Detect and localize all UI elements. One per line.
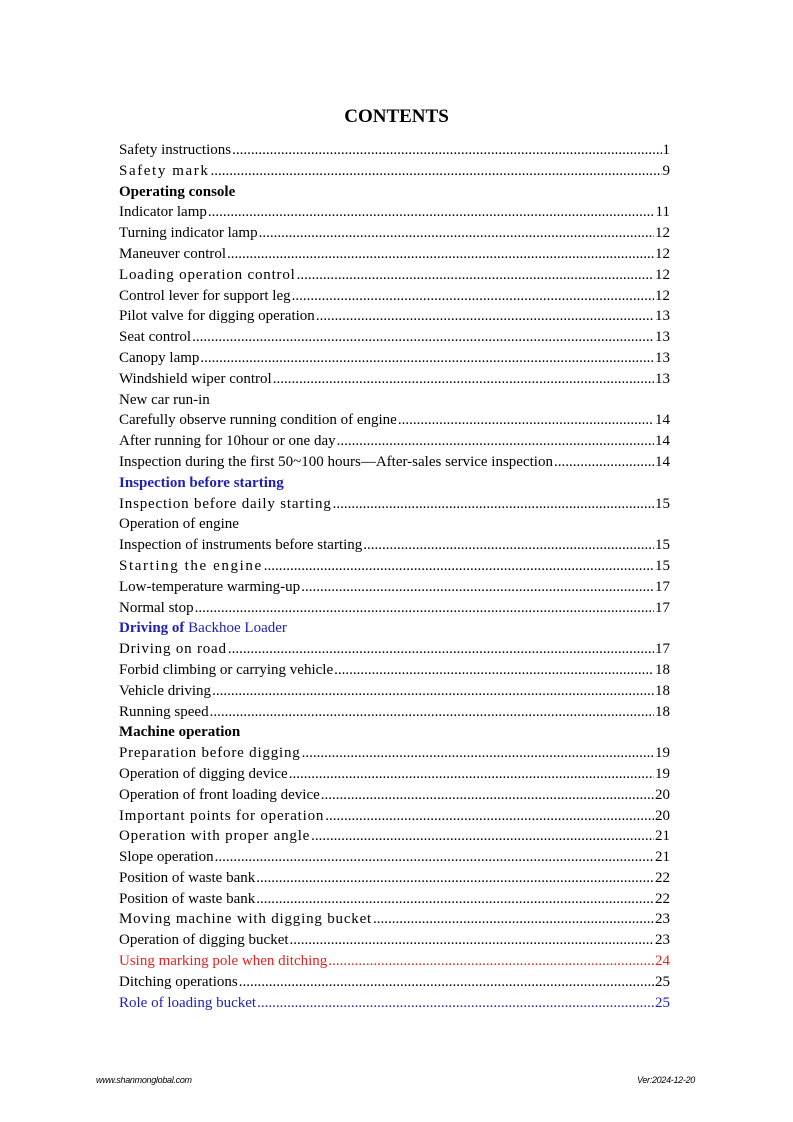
toc-entry[interactable]: [119, 452, 670, 473]
toc-entry-title: Turning indicator lamp: [119, 225, 258, 242]
toc-page-number: 1: [662, 142, 670, 158]
toc-dot-leader: [333, 494, 654, 515]
toc-entry-title: Safety mark: [119, 162, 210, 179]
toc-dot-leader: [211, 161, 662, 182]
table-of-contents: [119, 140, 670, 1013]
toc-entry-title: Operation of front loading device: [119, 786, 320, 803]
toc-entry[interactable]: [119, 473, 670, 494]
page-title: CONTENTS: [344, 106, 449, 127]
toc-page-number: 25: [655, 994, 670, 1011]
toc-dot-leader: [302, 743, 654, 764]
toc-entry-title: After running for 10hour or one day: [119, 433, 336, 450]
toc-entry[interactable]: [119, 889, 670, 910]
toc-entry[interactable]: [119, 909, 670, 930]
toc-entry[interactable]: [119, 660, 670, 681]
toc-page-number: 17: [655, 641, 670, 658]
toc-dot-leader: [232, 140, 661, 161]
toc-entry[interactable]: [119, 847, 670, 868]
toc-dot-leader: [301, 577, 654, 598]
toc-entry[interactable]: [119, 764, 670, 785]
toc-entry[interactable]: [119, 993, 670, 1014]
toc-page-number: 13: [655, 308, 670, 325]
footer-website: www.shanmonglobal.com: [96, 1075, 192, 1085]
toc-page-number: 14: [655, 433, 670, 450]
toc-entry-title: Inspection before starting: [119, 474, 284, 491]
toc-entry-title: Operation with proper angle: [119, 828, 311, 845]
toc-page-number: 17: [655, 578, 670, 595]
toc-page-number: 12: [655, 245, 670, 262]
toc-entry[interactable]: [119, 161, 670, 182]
toc-dot-leader: [208, 202, 655, 223]
toc-entry-title: Safety instructions: [119, 142, 232, 158]
toc-page-number: 20: [655, 807, 670, 824]
toc-entry[interactable]: [119, 681, 670, 702]
toc-entry[interactable]: [119, 265, 670, 286]
toc-dot-leader: [239, 972, 654, 993]
toc-entry-title: Windshield wiper control: [119, 370, 272, 387]
toc-entry[interactable]: [119, 639, 670, 660]
toc-entry-title: Low-temperature warming-up: [119, 578, 301, 595]
toc-entry[interactable]: [119, 306, 670, 327]
toc-dot-leader: [337, 431, 654, 452]
toc-page-number: 19: [655, 745, 670, 762]
toc-page-number: 23: [655, 911, 670, 928]
toc-entry[interactable]: [119, 535, 670, 556]
toc-entry-title: Slope operation: [119, 849, 214, 866]
toc-entry-title-bold: Driving of: [119, 620, 189, 637]
toc-entry[interactable]: [119, 785, 670, 806]
toc-entry-title: Operation of digging device: [119, 765, 288, 782]
toc-dot-leader: [328, 951, 654, 972]
toc-entry-title: Using marking pole when ditching: [119, 953, 328, 970]
toc-dot-leader: [311, 826, 654, 847]
toc-entry[interactable]: [119, 369, 670, 390]
toc-entry-title: Moving machine with digging bucket: [119, 911, 372, 928]
toc-page-number: 13: [655, 370, 670, 387]
toc-dot-leader: [264, 556, 654, 577]
toc-page-number: 20: [655, 786, 670, 803]
toc-entry-title: Ditching operations: [119, 973, 238, 990]
toc-entry[interactable]: [119, 951, 670, 972]
toc-dot-leader: [228, 639, 654, 660]
toc-entry-title: Maneuver control: [119, 245, 227, 262]
toc-entry-title: Role of loading bucket: [119, 994, 257, 1011]
toc-page-number: 12: [655, 266, 670, 283]
toc-page-number: 24: [655, 953, 670, 970]
toc-dot-leader: [292, 286, 654, 307]
toc-dot-leader: [321, 785, 654, 806]
toc-page-number: 9: [662, 162, 670, 179]
toc-entry-title: Carefully observe running condition of engine: [119, 412, 397, 429]
toc-dot-leader: [373, 909, 654, 930]
toc-page-number: 11: [655, 204, 670, 221]
toc-entry-title: Inspection before daily starting: [119, 495, 332, 512]
toc-dot-leader: [363, 535, 654, 556]
toc-dot-leader: [212, 681, 654, 702]
toc-dot-leader: [290, 930, 654, 951]
toc-entry-title: Running speed: [119, 703, 209, 720]
toc-page-number: 23: [655, 932, 670, 949]
toc-dot-leader: [297, 265, 654, 286]
toc-dot-leader: [259, 223, 654, 244]
toc-entry-title: Operation of digging bucket: [119, 932, 289, 949]
toc-page-number: 18: [655, 682, 670, 699]
toc-entry[interactable]: [119, 514, 670, 535]
toc-entry-title: Machine operation: [119, 724, 241, 741]
toc-page-number: 17: [655, 599, 670, 616]
toc-entry-title: Seat control: [119, 329, 192, 346]
toc-dot-leader: [210, 702, 654, 723]
toc-entry-title-normal: Backhoe Loader: [188, 620, 287, 637]
toc-entry[interactable]: [119, 327, 670, 348]
toc-entry[interactable]: [119, 806, 670, 827]
toc-entry-title: Starting the engine: [119, 557, 263, 574]
toc-entry-title: New car run-in: [119, 391, 210, 408]
toc-page-number: 18: [655, 661, 670, 678]
toc-entry-title: Forbid climbing or carrying vehicle: [119, 661, 334, 678]
toc-entry[interactable]: [119, 182, 670, 203]
toc-entry[interactable]: [119, 930, 670, 951]
toc-entry-title: Pilot valve for digging operation: [119, 308, 315, 325]
toc-entry[interactable]: [119, 826, 670, 847]
toc-entry-title: Position of waste bank: [119, 869, 256, 886]
toc-entry-title: Canopy lamp: [119, 349, 200, 366]
toc-dot-leader: [256, 868, 654, 889]
toc-page-number: 14: [655, 453, 670, 470]
toc-entry[interactable]: [119, 431, 670, 452]
toc-page-number: 15: [655, 557, 670, 574]
toc-entry[interactable]: [119, 494, 670, 515]
toc-entry[interactable]: [119, 140, 670, 161]
toc-page-number: 25: [655, 973, 670, 990]
toc-page-number: 14: [655, 412, 670, 429]
toc-page-number: 12: [655, 287, 670, 304]
toc-entry[interactable]: [119, 556, 670, 577]
toc-page-number: 12: [655, 225, 670, 242]
toc-dot-leader: [273, 369, 654, 390]
toc-entry-title: Normal stop: [119, 599, 194, 616]
toc-page-number: 13: [655, 349, 670, 366]
toc-entry-title: Indicator lamp: [119, 204, 207, 221]
toc-dot-leader: [227, 244, 654, 265]
toc-page-number: 18: [655, 703, 670, 720]
toc-entry[interactable]: [119, 223, 670, 244]
toc-entry-title: Inspection of instruments before starting: [119, 537, 363, 554]
toc-entry[interactable]: [119, 743, 670, 764]
toc-entry-title: Important points for operation: [119, 807, 325, 824]
toc-entry[interactable]: [119, 348, 670, 369]
toc-page-number: 21: [655, 828, 670, 845]
toc-entry[interactable]: [119, 390, 670, 411]
toc-dot-leader: [325, 806, 654, 827]
toc-entry[interactable]: [119, 410, 670, 431]
toc-entry-title: Driving on road: [119, 641, 227, 658]
toc-entry-title: Inspection during the first 50~100 hours—After-sales service inspection: [119, 453, 553, 470]
toc-entry-title: Loading operation control: [119, 266, 296, 283]
toc-page-number: 22: [655, 890, 670, 907]
toc-page-number: 13: [655, 329, 670, 346]
toc-page-number: 15: [655, 495, 670, 512]
toc-entry-title: Control lever for support leg: [119, 287, 291, 304]
toc-entry[interactable]: [119, 244, 670, 265]
toc-entry[interactable]: [119, 702, 670, 723]
toc-dot-leader: [192, 327, 654, 348]
toc-entry[interactable]: [119, 722, 670, 743]
toc-dot-leader: [554, 452, 654, 473]
toc-entry[interactable]: [119, 598, 670, 619]
toc-dot-leader: [195, 598, 654, 619]
toc-entry-title: Operating console: [119, 183, 236, 200]
toc-dot-leader: [398, 410, 654, 431]
toc-page-number: 22: [655, 869, 670, 886]
toc-dot-leader: [257, 993, 654, 1014]
toc-entry[interactable]: [119, 868, 670, 889]
toc-entry-title: Preparation before digging: [119, 745, 301, 762]
toc-entry[interactable]: [119, 577, 670, 598]
footer-version: Ver:2024-12-20: [636, 1075, 695, 1085]
toc-dot-leader: [256, 889, 654, 910]
toc-entry[interactable]: [119, 202, 670, 223]
toc-entry[interactable]: [119, 286, 670, 307]
toc-entry[interactable]: [119, 618, 670, 639]
toc-dot-leader: [316, 306, 654, 327]
toc-entry-title: Position of waste bank: [119, 890, 256, 907]
toc-dot-leader: [215, 847, 654, 868]
toc-entry-title: Vehicle driving: [119, 682, 212, 699]
toc-dot-leader: [289, 764, 654, 785]
toc-page-number: 15: [655, 537, 670, 554]
toc-dot-leader: [200, 348, 654, 369]
toc-entry[interactable]: [119, 972, 670, 993]
toc-page-number: 19: [655, 765, 670, 782]
toc-page-number: 21: [655, 849, 670, 866]
toc-entry-title: [119, 618, 287, 639]
toc-dot-leader: [334, 660, 654, 681]
toc-entry-title: Operation of engine: [119, 516, 239, 533]
